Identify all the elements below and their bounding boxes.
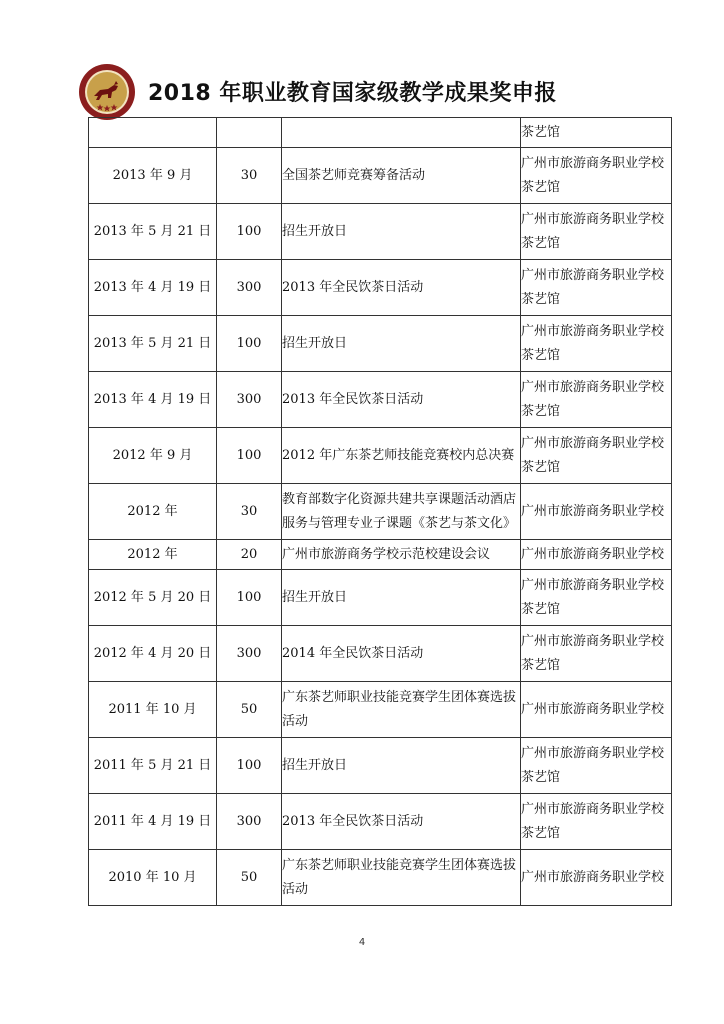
activity-cell: 2014 年全民饮茶日活动: [282, 626, 521, 682]
activity-cell: 2013 年全民饮茶日活动: [282, 260, 521, 316]
venue-cell: 广州市旅游商务职业学校茶艺馆: [521, 148, 672, 204]
table-row: [89, 626, 672, 682]
school-seal-logo-icon: [78, 63, 136, 121]
venue-cell: 广州市旅游商务职业学校茶艺馆: [521, 260, 672, 316]
table-row: [89, 540, 672, 570]
date-cell: 2013 年 4 月 19 日: [89, 260, 217, 316]
table-row: [89, 794, 672, 850]
count-cell: 100: [217, 316, 282, 372]
venue-cell: 广州市旅游商务职业学校茶艺馆: [521, 372, 672, 428]
count-cell: [217, 118, 282, 148]
venue-cell: 广州市旅游商务职业学校茶艺馆: [521, 204, 672, 260]
count-cell: 50: [217, 850, 282, 906]
activity-cell: 广州市旅游商务学校示范校建设会议: [282, 540, 521, 570]
activity-cell: 招生开放日: [282, 738, 521, 794]
activity-cell: 招生开放日: [282, 316, 521, 372]
date-cell: 2013 年 4 月 19 日: [89, 372, 217, 428]
table-row: [89, 316, 672, 372]
date-cell: 2011 年 5 月 21 日: [89, 738, 217, 794]
table-row: [89, 118, 672, 148]
venue-cell: 广州市旅游商务职业学校茶艺馆: [521, 626, 672, 682]
count-cell: 100: [217, 738, 282, 794]
count-cell: 300: [217, 626, 282, 682]
count-cell: 300: [217, 794, 282, 850]
activity-cell: [282, 118, 521, 148]
date-cell: 2010 年 10 月: [89, 850, 217, 906]
date-cell: 2013 年 5 月 21 日: [89, 316, 217, 372]
venue-cell: 广州市旅游商务职业学校: [521, 540, 672, 570]
date-cell: 2013 年 5 月 21 日: [89, 204, 217, 260]
date-cell: 2012 年 5 月 20 日: [89, 570, 217, 626]
venue-cell: 茶艺馆: [521, 118, 672, 148]
venue-cell: 广州市旅游商务职业学校: [521, 484, 672, 540]
activity-cell: 全国茶艺师竞赛筹备活动: [282, 148, 521, 204]
count-cell: 30: [217, 484, 282, 540]
table-row: [89, 428, 672, 484]
count-cell: 30: [217, 148, 282, 204]
table-row: [89, 738, 672, 794]
venue-cell: 广州市旅游商务职业学校: [521, 682, 672, 738]
table-row: [89, 260, 672, 316]
count-cell: 100: [217, 204, 282, 260]
page-number: 4: [358, 937, 366, 948]
count-cell: 300: [217, 260, 282, 316]
table-row: [89, 372, 672, 428]
table-row: [89, 682, 672, 738]
activity-cell: 广东茶艺师职业技能竞赛学生团体赛选拔活动: [282, 850, 521, 906]
table-row: [89, 484, 672, 540]
table-body: [89, 118, 672, 906]
activity-records-table: [88, 117, 672, 906]
venue-cell: 广州市旅游商务职业学校茶艺馆: [521, 794, 672, 850]
date-cell: 2012 年: [89, 540, 217, 570]
date-cell: 2012 年 9 月: [89, 428, 217, 484]
activity-cell: 招生开放日: [282, 204, 521, 260]
venue-cell: 广州市旅游商务职业学校茶艺馆: [521, 738, 672, 794]
date-cell: 2012 年: [89, 484, 217, 540]
activity-cell: 教育部数字化资源共建共享课题活动酒店服务与管理专业子课题《茶艺与茶文化》: [282, 484, 521, 540]
date-cell: 2012 年 4 月 20 日: [89, 626, 217, 682]
page-title: 2018 年职业教育国家级教学成果奖申报: [148, 81, 557, 106]
table-row: [89, 204, 672, 260]
page-header: [0, 0, 724, 118]
activity-cell: 招生开放日: [282, 570, 521, 626]
date-cell: [89, 118, 217, 148]
venue-cell: 广州市旅游商务职业学校茶艺馆: [521, 570, 672, 626]
activity-cell: 广东茶艺师职业技能竞赛学生团体赛选拔活动: [282, 682, 521, 738]
count-cell: 300: [217, 372, 282, 428]
venue-cell: 广州市旅游商务职业学校: [521, 850, 672, 906]
table-row: [89, 570, 672, 626]
activity-cell: 2012 年广东茶艺师技能竞赛校内总决赛: [282, 428, 521, 484]
date-cell: 2011 年 10 月: [89, 682, 217, 738]
table-row: [89, 850, 672, 906]
venue-cell: 广州市旅游商务职业学校茶艺馆: [521, 428, 672, 484]
count-cell: 100: [217, 428, 282, 484]
count-cell: 50: [217, 682, 282, 738]
date-cell: 2013 年 9 月: [89, 148, 217, 204]
date-cell: 2011 年 4 月 19 日: [89, 794, 217, 850]
activity-cell: 2013 年全民饮茶日活动: [282, 794, 521, 850]
table-row: [89, 148, 672, 204]
activity-cell: 2013 年全民饮茶日活动: [282, 372, 521, 428]
count-cell: 100: [217, 570, 282, 626]
count-cell: 20: [217, 540, 282, 570]
venue-cell: 广州市旅游商务职业学校茶艺馆: [521, 316, 672, 372]
